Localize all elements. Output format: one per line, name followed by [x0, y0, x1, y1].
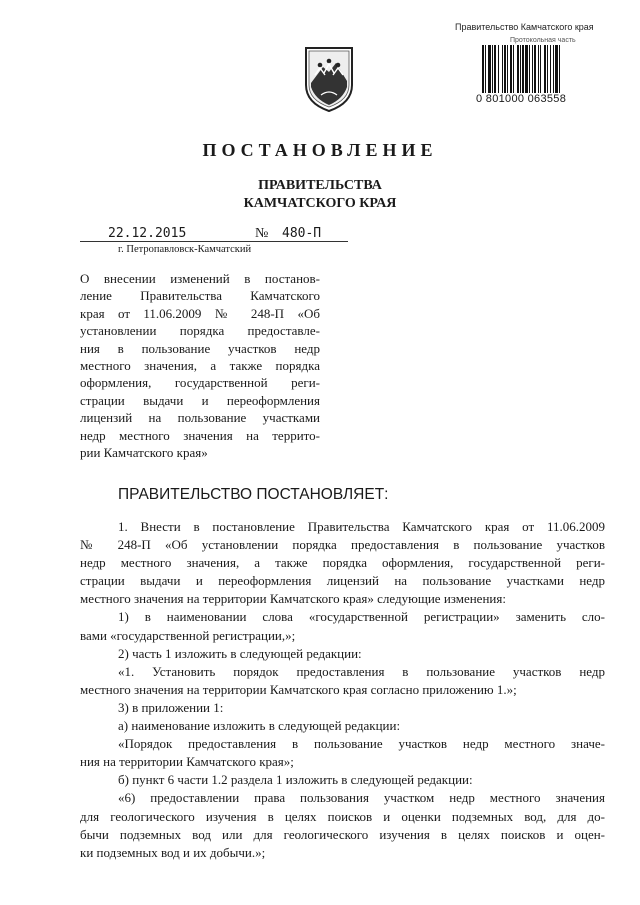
- body-line: «Порядок предоставления в пользование участков недр местного значе-: [118, 736, 605, 752]
- body-line: № 248-П «Об установлении порядка предоставления в пользование участков: [80, 537, 605, 553]
- subject-line: оформления, государственной реги-: [80, 375, 320, 391]
- body-line: ки подземных вод и их добычи.»;: [80, 844, 266, 860]
- subject-line: О внесении изменений в постанов-: [80, 271, 320, 286]
- date-underline: [80, 241, 348, 242]
- subject-line: недр местного значения на террито-: [80, 427, 320, 443]
- body-line: «6) предоставлении права пользования участком недр местного значения: [118, 790, 605, 806]
- decree-heading: ПРАВИТЕЛЬСТВО ПОСТАНОВЛЯЕТ:: [118, 486, 389, 503]
- subject-line: края от 11.06.2009 № 248-П «Об: [80, 305, 320, 321]
- kamchatka-emblem-icon: [303, 45, 355, 113]
- document-date: 22.12.2015: [108, 226, 187, 241]
- body-line: недр местного значения, а также порядка оформления, государственной реги-: [80, 555, 605, 571]
- subject-line: ление Правительства Камчатского: [80, 288, 320, 304]
- body-line: «1. Установить порядок предоставления в пользование участков недр: [118, 663, 605, 679]
- document-body: [80, 518, 605, 862]
- subject-line: установлении порядка предоставле-: [80, 323, 320, 339]
- stamp-title: Правительство Камчатского края: [455, 22, 594, 32]
- barcode-digits: 0 801000 063558: [476, 93, 567, 105]
- body-line: б) пункт 6 части 1.2 раздела 1 изложить в следующей редакции:: [118, 772, 473, 788]
- stamp-subtitle: Протокольная часть: [510, 37, 576, 44]
- body-line: ния на территории Камчатского края»;: [80, 754, 294, 770]
- body-line: страции выдачи и переоформления лицензий на пользование участками недр: [80, 573, 605, 589]
- body-line: вами «государственной регистрации,»;: [80, 627, 296, 643]
- body-line: 3) в приложении 1:: [118, 699, 224, 715]
- body-line: местного значения на территории Камчатского края согласно приложению 1.»;: [80, 681, 517, 697]
- subject-line: ния в пользование участков недр: [80, 340, 320, 356]
- subject-line: страции выдачи и переоформления: [80, 392, 320, 408]
- issue-city: г. Петропавловск-Камчатский: [118, 244, 252, 255]
- body-line: местного значения на территории Камчатского края» следующие изменения:: [80, 591, 506, 607]
- document-number: 480-П: [282, 226, 322, 241]
- issuer-line-1: ПРАВИТЕЛЬСТВА: [258, 178, 382, 193]
- document-subject: [80, 270, 320, 461]
- body-line: 1. Внести в постановление Правительства Камчатского края от 11.06.2009: [118, 519, 605, 534]
- subject-line: лицензий на пользование участками: [80, 410, 320, 426]
- body-line: а) наименование изложить в следующей редакции:: [118, 718, 401, 734]
- document-type: ПОСТАНОВЛЕНИЕ: [202, 140, 438, 160]
- body-line: для геологического изучения в целях поисков и оценки подземных вод, для до-: [80, 808, 605, 824]
- body-line: 2) часть 1 изложить в следующей редакции:: [118, 645, 362, 661]
- issuer-line-2: КАМЧАТСКОГО КРАЯ: [243, 196, 397, 211]
- body-line: 1) в наименовании слова «государственной регистрации» заменить сло-: [118, 609, 605, 625]
- subject-line: местного значения, а также порядка: [80, 358, 320, 374]
- body-line: бычи подземных вод или для геологического изучения в целях поисков и оцен-: [80, 826, 605, 842]
- number-sign: №: [255, 226, 269, 241]
- subject-line: рии Камчатского края»: [80, 445, 208, 461]
- barcode: [480, 45, 590, 93]
